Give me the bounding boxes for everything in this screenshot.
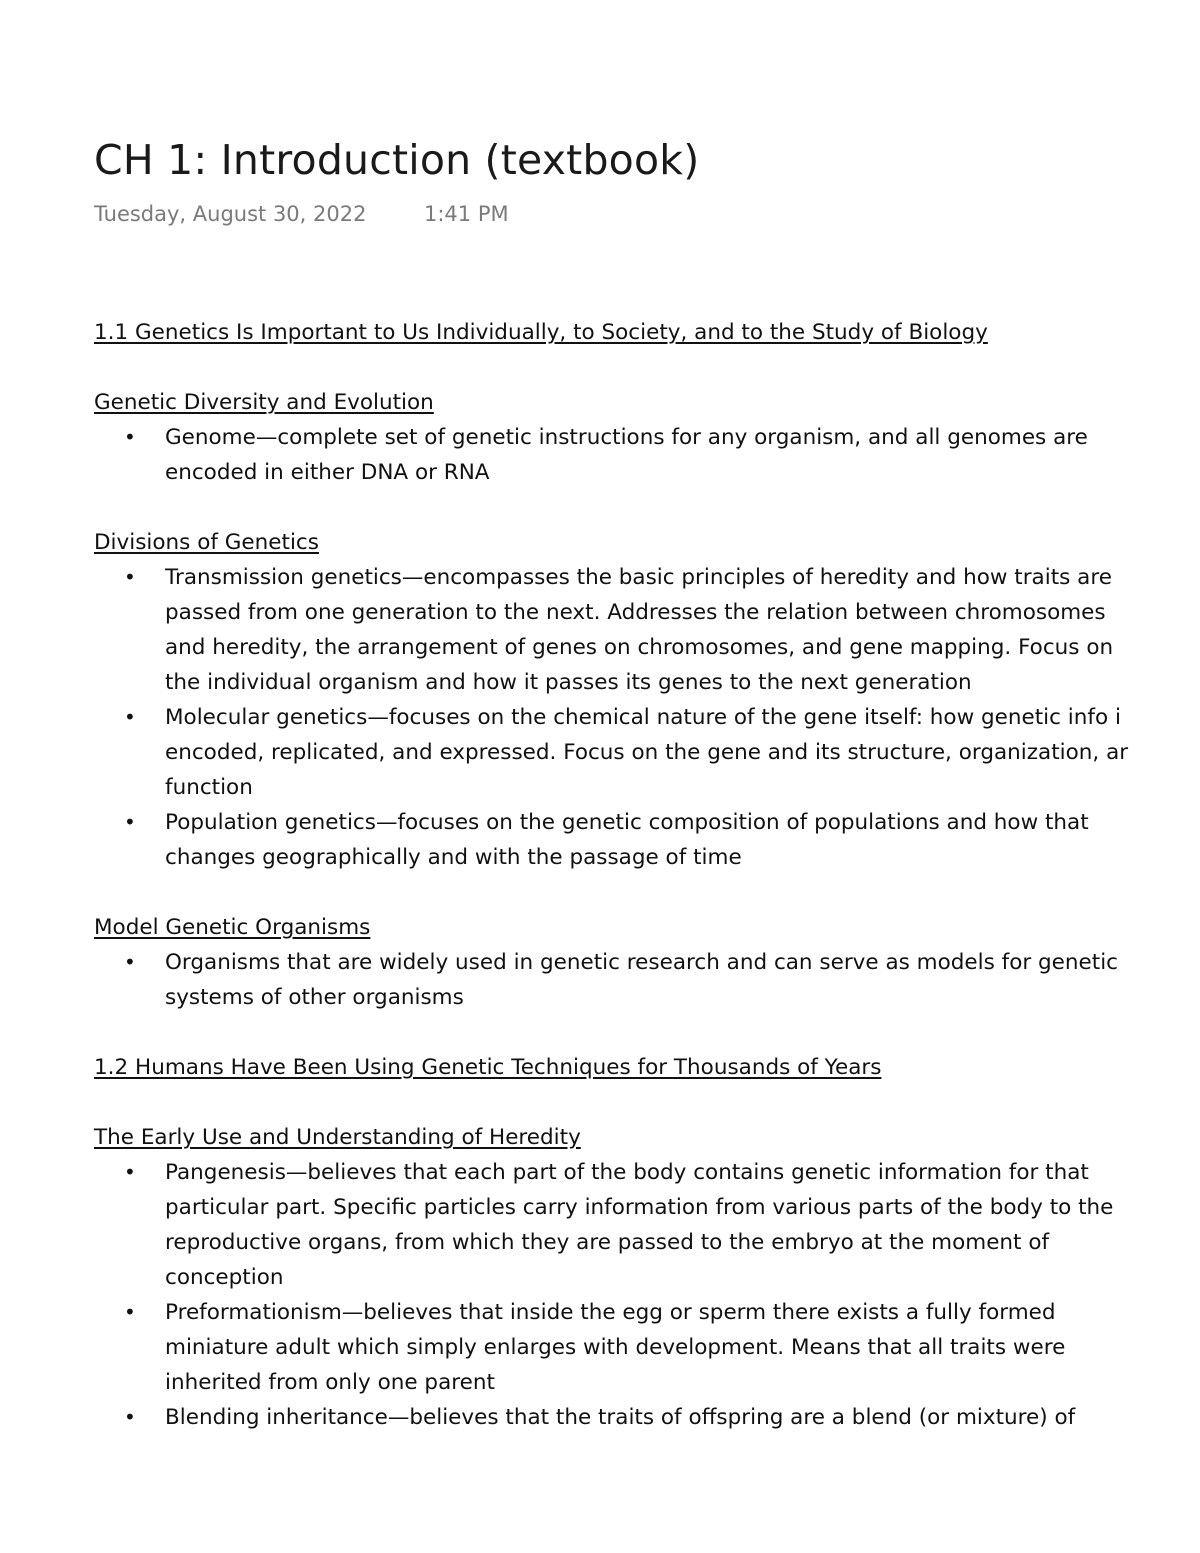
blank-line [94, 1015, 1200, 1050]
bullet-item [94, 945, 1200, 1015]
bullet-text-line: miniature adult which simply enlarges with development. Means that all traits were [165, 1335, 1066, 1360]
note-body [94, 315, 1200, 1435]
bullet-text-line: • Organisms that are widely used in genetic research and can serve as models for genetic [165, 950, 1118, 975]
bullet-text-line: • Preformationism—believes that inside the egg or sperm there exists a fully formed [165, 1300, 1056, 1325]
bullet-text-line: encoded, replicated, and expressed. Focus on the gene and its structure, organization, ar [165, 740, 1129, 765]
bullet-item [94, 1155, 1200, 1295]
bullet-text-line: • Population genetics—focuses on the genetic composition of populations and how that [165, 810, 1089, 835]
bullet-item [94, 805, 1200, 875]
bullet-item [94, 1295, 1200, 1400]
page-title: CH 1: Introduction (textbook) [94, 136, 700, 184]
bullet-text-line: inherited from only one parent [165, 1370, 495, 1395]
bullet-text-line: and heredity, the arrangement of genes on chromosomes, and gene mapping. Focus on [165, 635, 1114, 660]
bullet-item [94, 560, 1200, 700]
bullet-text-line: • Pangenesis—believes that each part of the body contains genetic information for that [165, 1160, 1089, 1185]
blank-line [94, 490, 1200, 525]
bullet-text-line: • Genome—complete set of genetic instructions for any organism, and all genomes are [165, 425, 1088, 450]
bullet-list [94, 1155, 1200, 1435]
bullet-text-line: changes geographically and with the passage of time [165, 845, 742, 870]
blank-line [94, 1085, 1200, 1120]
section-heading: 1.2 Humans Have Been Using Genetic Techniques for Thousands of Years [94, 1055, 882, 1080]
bullet-text-line: systems of other organisms [165, 985, 464, 1010]
section-heading: 1.1 Genetics Is Important to Us Individually, to Society, and to the Study of Biology [94, 320, 988, 345]
blank-line [94, 350, 1200, 385]
subsection-heading: Divisions of Genetics [94, 530, 319, 555]
bullet-list [94, 420, 1200, 490]
bullet-text-line: passed from one generation to the next. Addresses the relation between chromosomes [165, 600, 1106, 625]
subsection-heading: Model Genetic Organisms [94, 915, 371, 940]
bullet-text-line: • Transmission genetics—encompasses the basic principles of heredity and how traits are [165, 565, 1112, 590]
note-time: 1:41 PM [424, 202, 509, 226]
bullet-text-line: conception [165, 1265, 284, 1290]
bullet-text-line: reproductive organs, from which they are passed to the embryo at the moment of [165, 1230, 1050, 1255]
bullet-text-line: function [165, 775, 253, 800]
bullet-item [94, 700, 1200, 805]
bullet-list [94, 560, 1200, 875]
bullet-text-line: the individual organism and how it passes its genes to the next generation [165, 670, 972, 695]
bullet-text-line: • Blending inheritance—believes that the traits of offspring are a blend (or mixture) of [165, 1405, 1076, 1430]
bullet-item [94, 420, 1200, 490]
blank-line [94, 875, 1200, 910]
bullet-item [94, 1400, 1200, 1435]
subsection-heading: The Early Use and Understanding of Heredity [94, 1125, 581, 1150]
bullet-text-line: • Molecular genetics—focuses on the chemical nature of the gene itself: how genetic info i [165, 705, 1121, 730]
note-date: Tuesday, August 30, 2022 [94, 202, 367, 226]
note-timestamp [94, 199, 509, 229]
bullet-text-line: particular part. Specific particles carry information from various parts of the body to the [165, 1195, 1114, 1220]
bullet-list [94, 945, 1200, 1015]
subsection-heading: Genetic Diversity and Evolution [94, 390, 434, 415]
bullet-text-line: encoded in either DNA or RNA [165, 460, 490, 485]
